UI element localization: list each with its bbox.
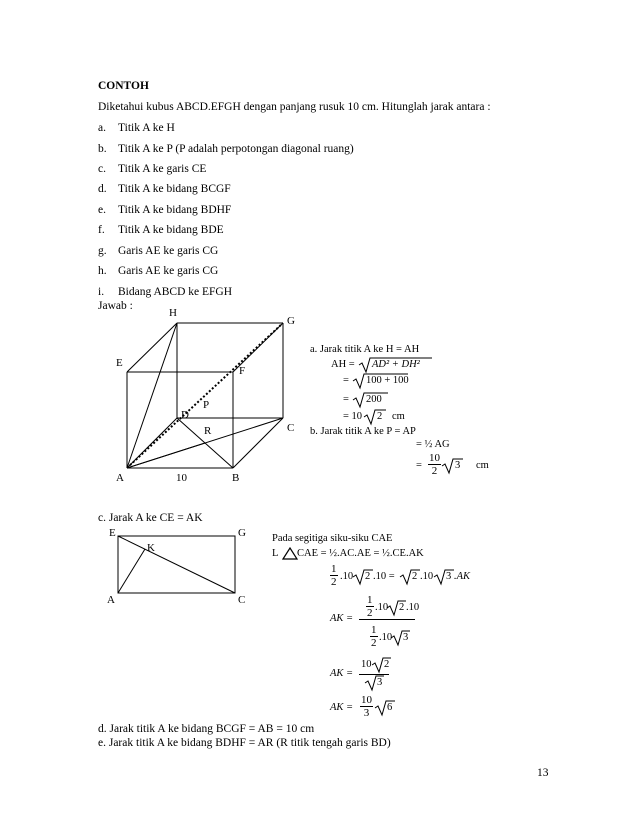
part-d-text: d. Jarak titik A ke bidang BCGF = AB = 10 cm bbox=[98, 723, 315, 735]
vertex-label-d: D bbox=[181, 409, 189, 421]
vertex-label-b: B bbox=[232, 472, 240, 484]
vertex-label-g: G bbox=[287, 315, 295, 327]
fraction: 1 2 bbox=[371, 624, 377, 649]
part-c-title: c. Jarak A ke CE = AK bbox=[98, 512, 203, 524]
vertex-label-c: C bbox=[287, 422, 295, 434]
fraction: 1 2 bbox=[331, 563, 337, 588]
part-a-title: a. Jarak titik A ke H = AH bbox=[310, 344, 420, 355]
edge-length-label: 10 bbox=[176, 472, 187, 484]
part-e-text: e. Jarak titik A ke bidang BDHF = AR (R titik tengah garis BD) bbox=[98, 737, 391, 749]
fraction: 10 2 bbox=[429, 452, 440, 477]
point-label-p: P bbox=[203, 399, 210, 411]
rect-label-g: G bbox=[238, 527, 246, 539]
vertex-label-f: F bbox=[239, 365, 246, 377]
fraction: 10 3 bbox=[361, 694, 372, 719]
fraction: 1 2 bbox=[367, 594, 373, 619]
part-c-intro: Pada segitiga siku-siku CAE bbox=[272, 533, 393, 544]
page-number: 13 bbox=[537, 767, 549, 779]
part-b-title: b. Jarak titik A ke P = AP bbox=[310, 426, 416, 437]
rect-label-k: K bbox=[147, 542, 155, 554]
part-b-line1: = ½ AG bbox=[416, 439, 450, 450]
rect-label-e: E bbox=[109, 527, 116, 539]
vertex-label-h: H bbox=[169, 307, 177, 319]
vertex-label-a: A bbox=[116, 472, 124, 484]
rect-label-a: A bbox=[107, 594, 115, 606]
page-heading: CONTOH bbox=[98, 80, 149, 92]
problem-statement: Diketahui kubus ABCD.EFGH dengan panjang rusuk 10 cm. Hitunglah jarak antara : bbox=[98, 101, 491, 113]
answer-label: Jawab : bbox=[98, 300, 133, 312]
point-label-r: R bbox=[204, 425, 212, 437]
vertex-label-e: E bbox=[116, 357, 123, 369]
rect-label-c: C bbox=[238, 594, 246, 606]
